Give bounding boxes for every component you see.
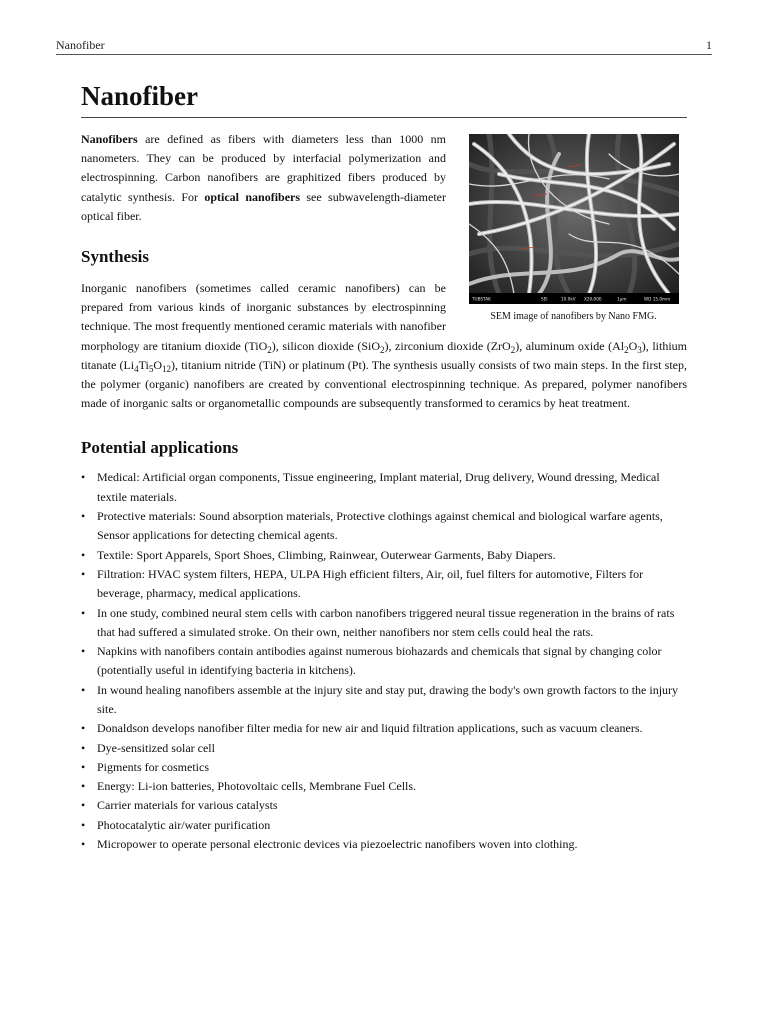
sem-label-1: TUBSTAK	[471, 296, 491, 302]
sem-label-4: X20,000	[583, 296, 602, 302]
header-rule	[56, 54, 712, 55]
list-item: • Dye-sensitized solar cell	[81, 739, 687, 758]
list-item: • Micropower to operate personal electronic devices via piezoelectric nanofibers woven into clothing.	[81, 835, 687, 854]
optical-nanofibers-link[interactable]: optical nanofibers	[204, 189, 301, 204]
list-item: • In one study, combined neural stem cells with carbon nanofibers triggered neural tissue regeneration in the brains of rats that had suffered a simulated stroke. On their own, neither nanofibers nor stem cells could heal the rats.	[81, 604, 687, 643]
sem-label-5: 1μm	[616, 296, 626, 302]
list-item: • Donaldson develops nanofiber filter media for new air and liquid filtration applications, such as vacuum cleaners.	[81, 719, 687, 738]
list-item: • Energy: Li-ion batteries, Photovoltaic cells, Membrane Fuel Cells.	[81, 777, 687, 796]
list-item: • Filtration: HVAC system filters, HEPA, ULPA High efficient filters, Air, oil, fuel filters for automotive, Filters for beverage, pharmacy, medical applications.	[81, 565, 687, 604]
figure-caption: SEM image of nanofibers by Nano FMG.	[490, 311, 657, 322]
synthesis-paragraph: Inorganic nanofibers (sometimes called ceramic nanofibers) can be prepared from various kinds of inorganic substances by electrospinning technique. The most frequently mentioned ceramic materials with nanofiber morphology are titanium dioxide (TiO$_2$), silicon dioxide (SiO$_2$), zirconium dioxide (ZrO$_2$), aluminum oxide $(Al_2O_3)$, lithium titanate $(Li_4Ti_5O_{12})$, titanium nitride (TiN) or platinum (Pt). The synthesis usually consists of two main steps. In the first step, the polymer (organic) nanofibers are created by conventional electrospinning technique. As prepared, polymer nanofibers made of inorganic salts or organometallic compounds are subsequently transformed to ceramics by heat treatment.	[81, 281, 687, 411]
running-header	[56, 38, 712, 53]
list-item: • Protective materials: Sound absorption materials, Protective clothings against chemical and biological warfare agents, Sensor applications for detecting chemical agents.	[81, 507, 687, 546]
list-item: • Carrier materials for various catalysts	[81, 796, 687, 815]
article-body	[81, 80, 687, 854]
sem-figure	[460, 134, 687, 323]
list-item: • Napkins with nanofibers contain antibodies against numerous biohazards and chemicals that signal by changing color (potentially useful in identifying bacteria in kitchens).	[81, 642, 687, 681]
applications-list	[81, 468, 687, 854]
sem-image	[469, 134, 679, 304]
list-item: • Textile: Sport Apparels, Sport Shoes, Climbing, Rainwear, Outerwear Garments, Baby Diapers.	[81, 546, 687, 565]
running-title: Nanofiber	[56, 38, 105, 52]
list-item: • Photocatalytic air/water purification	[81, 816, 687, 835]
sem-label-3: 10.0kV	[560, 296, 576, 302]
synthesis-heading: Synthesis	[81, 247, 150, 267]
article-title: Nanofiber	[81, 80, 687, 118]
list-item: • Pigments for cosmetics	[81, 758, 687, 777]
intro-lead-term: Nanofibers	[81, 132, 138, 146]
intro-paragraph: Nanofibers are defined as fibers with diameters less than 1000 nm nanometers. They can be produced by interfacial polymerization and electrospinning. Carbon nanofibers are graphitized fibers produced by catalytic synthesis. For optical nanofibers see subwavelength-diameter optical fiber.	[81, 132, 446, 223]
page-number: 1	[706, 38, 712, 52]
list-item: • Medical: Artificial organ components, Tissue engineering, Implant material, Drug delivery, Wound dressing, Medical textile materials.	[81, 468, 687, 507]
list-item: • In wound healing nanofibers assemble at the injury site and stay put, drawing the body's own growth factors to the injury site.	[81, 681, 687, 720]
applications-heading: Potential applications	[81, 438, 239, 458]
sem-label-2: SEI	[540, 296, 548, 302]
sem-label-6: WD 15.0mm	[643, 296, 670, 302]
